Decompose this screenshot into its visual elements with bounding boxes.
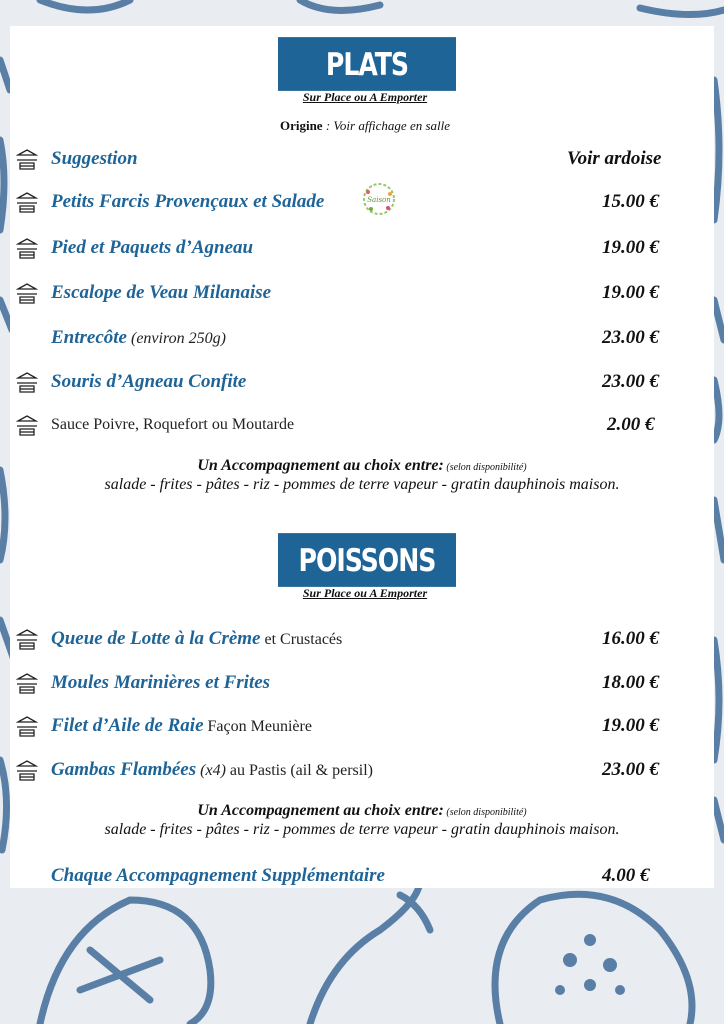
plats-title-banner: PLATS bbox=[278, 37, 456, 91]
fork-knife-icon bbox=[16, 372, 38, 394]
menu-item bbox=[0, 236, 724, 266]
item-detail: et Crustacés bbox=[260, 631, 343, 648]
item-name: Petits Farcis Provençaux et Salade bbox=[51, 191, 325, 212]
item-name-text: Gambas Flambées bbox=[51, 759, 197, 780]
origin-note bbox=[200, 118, 530, 134]
item-detail-2: au Pastis (ail & persil) bbox=[225, 762, 373, 779]
item-price: 16.00 € bbox=[602, 628, 659, 649]
item-price: 19.00 € bbox=[602, 715, 659, 736]
item-price: 19.00 € bbox=[602, 282, 659, 303]
item-name-text: Queue de Lotte à la Crème bbox=[51, 628, 261, 649]
item-name bbox=[51, 758, 373, 783]
item-detail: (x4) bbox=[196, 762, 226, 779]
item-price: Voir ardoise bbox=[567, 148, 662, 169]
supplement-price: 4.00 € bbox=[602, 865, 650, 886]
fork-knife-icon bbox=[16, 283, 38, 305]
menu-item bbox=[0, 758, 724, 788]
accompaniment-title: Un Accompagnement au choix entre: bbox=[197, 802, 444, 819]
menu-item bbox=[0, 370, 724, 400]
accompaniment-title: Un Accompagnement au choix entre: bbox=[197, 457, 444, 474]
menu-item bbox=[0, 714, 724, 744]
supplement-label: Chaque Accompagnement Supplémentaire bbox=[51, 865, 385, 886]
menu-item bbox=[0, 413, 724, 443]
item-name: Souris d’Agneau Confite bbox=[51, 371, 247, 392]
item-price: 18.00 € bbox=[602, 672, 659, 693]
seasonal-badge-icon bbox=[362, 182, 396, 216]
menu-item bbox=[0, 281, 724, 311]
item-name: Escalope de Veau Milanaise bbox=[51, 282, 272, 303]
item-name bbox=[51, 627, 342, 652]
poissons-subtitle: Sur Place ou A Emporter bbox=[302, 586, 428, 600]
fork-knife-icon bbox=[16, 192, 38, 214]
origin-text: : Voir affichage en salle bbox=[322, 118, 451, 133]
accompaniment-list: salade - frites - pâtes - riz - pommes de terre vapeur - gratin dauphinois maison. bbox=[104, 821, 620, 838]
item-price: 19.00 € bbox=[602, 237, 659, 258]
item-name bbox=[51, 714, 312, 739]
menu-item bbox=[0, 627, 724, 657]
item-name: Moules Marinières et Frites bbox=[51, 672, 271, 693]
fork-knife-icon bbox=[16, 238, 38, 260]
item-name: Pied et Paquets d’Agneau bbox=[51, 237, 254, 258]
item-name-text: Filet d’Aile de Raie bbox=[51, 715, 204, 736]
accompaniment-list: salade - frites - pâtes - riz - pommes de terre vapeur - gratin dauphinois maison. bbox=[104, 476, 620, 493]
item-price: 23.00 € bbox=[602, 371, 659, 392]
fork-knife-icon bbox=[16, 149, 38, 171]
menu-item bbox=[0, 147, 724, 177]
supplement-row bbox=[0, 864, 724, 894]
item-name: Sauce Poivre, Roquefort ou Moutarde bbox=[51, 416, 295, 433]
fork-knife-icon bbox=[16, 760, 38, 782]
fork-knife-icon bbox=[16, 629, 38, 651]
item-name bbox=[51, 326, 226, 351]
origin-label: Origine bbox=[279, 118, 323, 133]
menu-item bbox=[0, 326, 724, 356]
fork-knife-icon bbox=[16, 716, 38, 738]
poissons-title-banner: POISSONS bbox=[278, 533, 456, 587]
item-price: 2.00 € bbox=[607, 414, 655, 435]
accompaniment-note: (selon disponibilité) bbox=[443, 807, 527, 818]
item-price: 23.00 € bbox=[602, 759, 659, 780]
poissons-accompaniment bbox=[0, 802, 724, 839]
badge-label: Saison bbox=[367, 196, 391, 204]
plats-accompaniment bbox=[0, 457, 724, 494]
accompaniment-note: (selon disponibilité) bbox=[443, 462, 527, 473]
item-name-text: Entrecôte bbox=[51, 327, 127, 348]
item-detail: Façon Meunière bbox=[203, 718, 312, 735]
plats-subtitle: Sur Place ou A Emporter bbox=[302, 90, 428, 104]
menu-item bbox=[0, 671, 724, 701]
item-detail: (environ 250g) bbox=[127, 330, 226, 347]
item-price: 23.00 € bbox=[602, 327, 659, 348]
item-price: 15.00 € bbox=[602, 191, 659, 212]
fork-knife-icon bbox=[16, 673, 38, 695]
item-name: Suggestion bbox=[51, 148, 138, 169]
fork-knife-icon bbox=[16, 415, 38, 437]
